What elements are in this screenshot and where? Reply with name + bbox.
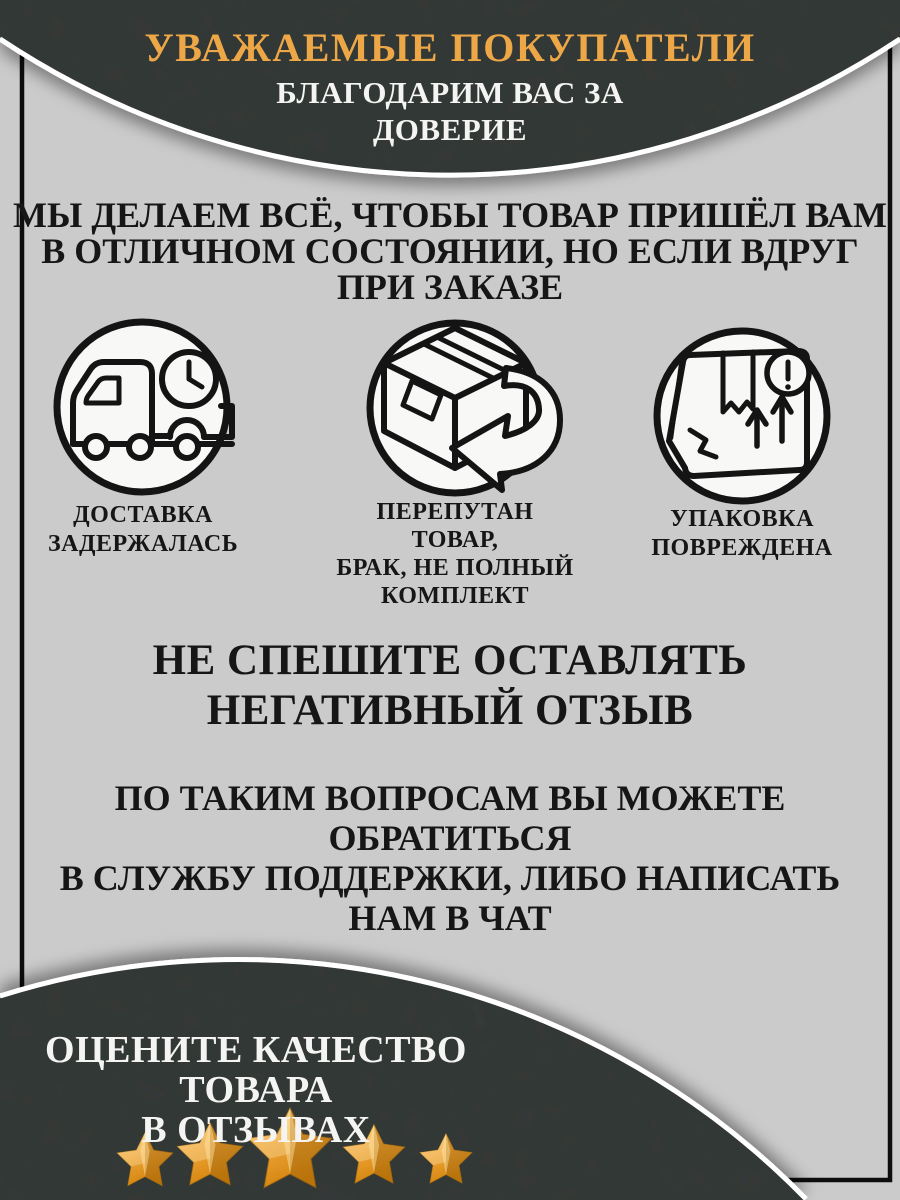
issue-label-line: ПЕРЕПУТАН ТОВАР,	[376, 499, 534, 553]
damaged-package-icon	[657, 331, 827, 501]
intro-line: ПРИ ЗАКАЗЕ	[336, 267, 564, 307]
warning-line: НЕГАТИВНЫЙ ОТЗЫВ	[206, 687, 694, 734]
footer-cta	[0, 1030, 512, 1150]
header-subtitle	[0, 74, 900, 148]
issue-label-damaged-packaging	[630, 505, 854, 563]
issue-label-line: КОМПЛЕКТ	[380, 583, 530, 609]
issue-label-line: УПАКОВКА	[670, 506, 814, 532]
support-line: В СЛУЖБУ ПОДДЕРЖКИ, ЛИБО НАПИСАТЬ	[59, 858, 841, 898]
delivery-truck-clock-icon	[57, 322, 232, 492]
footer-cta-line: ОЦЕНИТЕ КАЧЕСТВО ТОВАРА	[45, 1029, 467, 1111]
footer-cta-line: В ОТЗЫВАХ	[141, 1109, 371, 1151]
intro-line: В ОТЛИЧНОМ СОСТОЯНИИ, НО ЕСЛИ ВДРУГ	[41, 231, 859, 271]
header-subtitle-line: БЛАГОДАРИМ ВАС ЗА	[276, 75, 624, 110]
header-subtitle-line: ДОВЕРИЕ	[372, 112, 528, 147]
issue-label-line: ДОСТАВКА	[73, 502, 213, 528]
intro-line: МЫ ДЕЛАЕМ ВСЁ, ЧТОБЫ ТОВАР ПРИШЁЛ ВАМ	[13, 195, 887, 235]
issue-label-line: ЗАДЕРЖАЛАСЬ	[47, 531, 239, 557]
issue-label-wrong-item	[330, 498, 580, 610]
issue-label-line: БРАК, НЕ ПОЛНЫЙ	[336, 555, 574, 581]
support-line: ПО ТАКИМ ВОПРОСАМ ВЫ МОЖЕТЕ ОБРАТИТЬСЯ	[114, 778, 786, 858]
warning-headline	[0, 636, 900, 736]
issue-label-delivery	[28, 501, 258, 559]
intro-paragraph	[0, 197, 900, 305]
support-paragraph	[0, 778, 900, 938]
support-line: НАМ В ЧАТ	[348, 898, 552, 938]
issue-label-line: ПОВРЕЖДЕНА	[651, 535, 833, 561]
warning-line: НЕ СПЕШИТЕ ОСТАВЛЯТЬ	[152, 637, 748, 684]
header-title: УВАЖАЕМЫЕ ПОКУПАТЕЛИ	[144, 25, 756, 70]
